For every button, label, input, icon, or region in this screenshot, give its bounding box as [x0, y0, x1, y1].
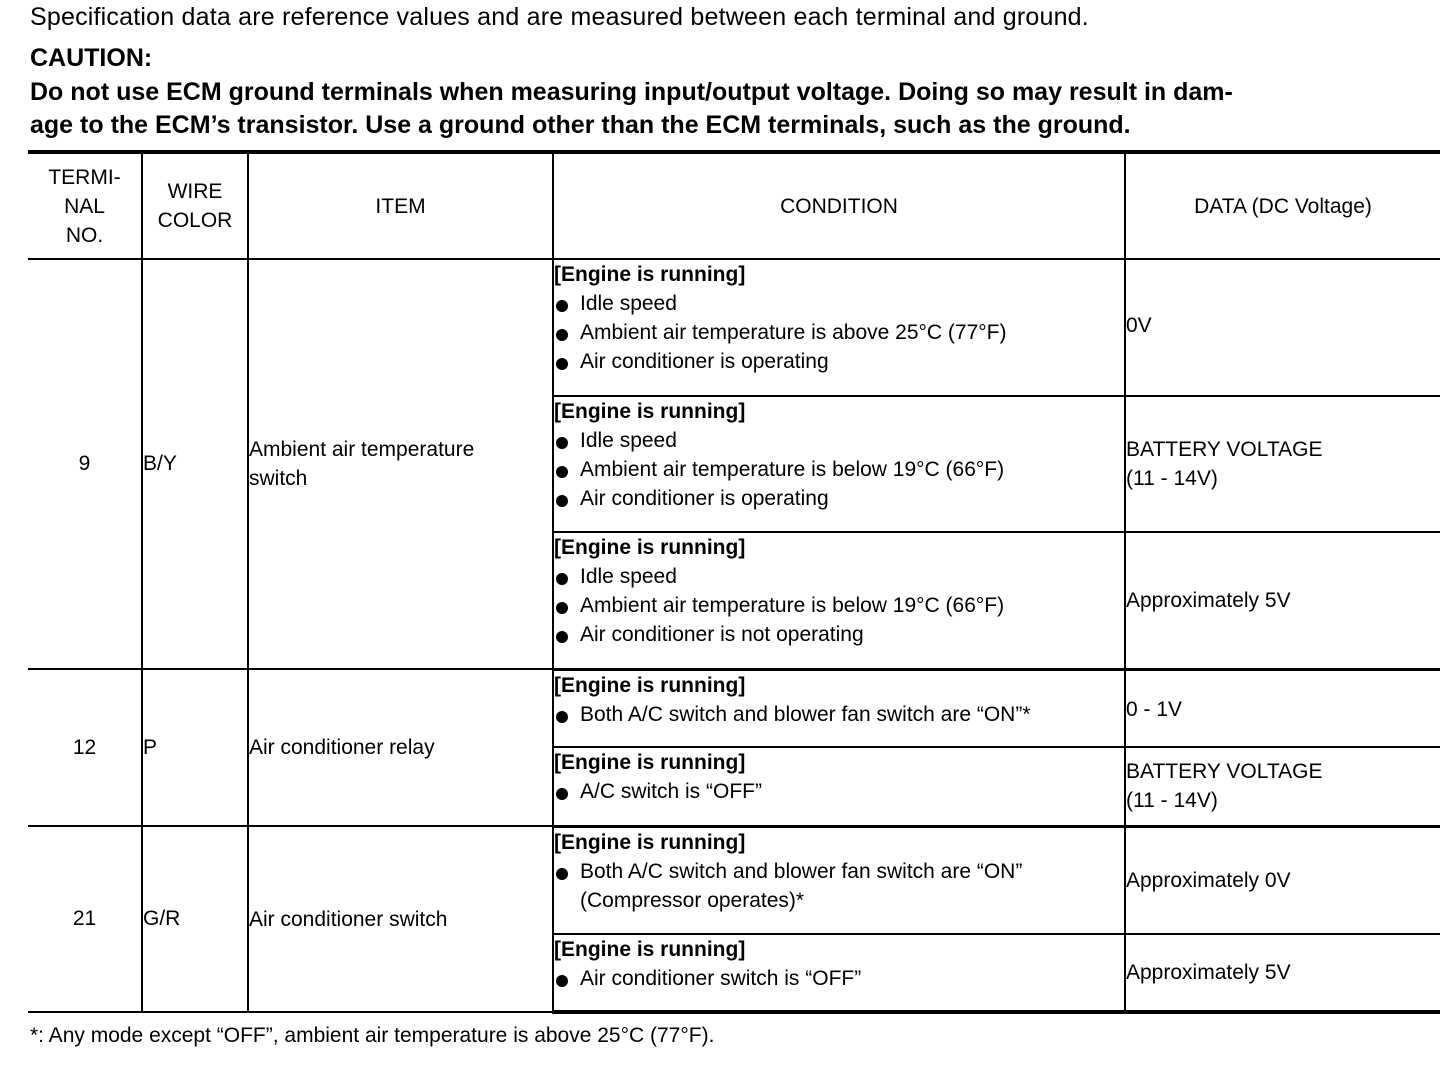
caution-title: CAUTION: [30, 44, 153, 72]
condition-bullets [554, 562, 1124, 649]
header-item: ITEM [248, 152, 553, 259]
data-value [1125, 747, 1440, 826]
condition-head: [Engine is running] [554, 673, 746, 697]
intro-text: Specification data are reference values and are measured between each terminal and ground. [30, 3, 1089, 31]
item-line: Air conditioner switch [249, 907, 448, 931]
header-terminal-line-3: NO. [65, 223, 104, 247]
header-wire-line-2: COLOR [157, 209, 233, 232]
condition-bullet: Air conditioner is operating [554, 484, 1124, 513]
condition-head: [Engine is running] [554, 751, 746, 774]
table-header-row [28, 152, 1440, 259]
data-value [1125, 532, 1440, 669]
condition-bullet: Idle speed [554, 289, 1124, 318]
header-data: DATA (DC Voltage) [1125, 152, 1440, 259]
header-terminal-line-2: NAL [64, 194, 105, 218]
data-line: Approximately 5V [1126, 961, 1291, 984]
caution-line-2: age to the ECM’s transistor. Use a ground other than the ECM terminals, such as the ground. [30, 111, 1131, 139]
condition-bullet: Air conditioner is operating [554, 347, 1124, 376]
table-row [28, 259, 1440, 396]
data-line: Approximately 0V [1126, 868, 1291, 892]
wire-color: P [142, 669, 248, 826]
condition-bullets [554, 700, 1124, 729]
item-line: switch [249, 467, 308, 490]
data-line: BATTERY VOLTAGE [1126, 438, 1323, 461]
data-line: 0 - 1V [1126, 697, 1183, 721]
terminal-number: 21 [28, 826, 142, 1012]
condition-bullets [554, 857, 1124, 915]
data-line: (11 - 14V) [1126, 467, 1218, 490]
data-value [1125, 826, 1440, 934]
item-name [248, 259, 553, 669]
condition-cell [553, 396, 1125, 532]
condition-bullet: Both A/C switch and blower fan switch are “ON”* [554, 700, 1124, 729]
condition-bullets [554, 289, 1124, 376]
data-line: 0V [1126, 314, 1152, 337]
condition-cell [553, 532, 1125, 669]
condition-bullet: Ambient air temperature is above 25°C (77°F) [554, 318, 1124, 347]
condition-bullet: Idle speed [554, 426, 1124, 455]
condition-bullet: A/C switch is “OFF” [554, 777, 1124, 806]
item-name [248, 669, 553, 826]
data-value [1125, 669, 1440, 747]
caution-text [30, 76, 1442, 142]
condition-bullet: Ambient air temperature is below 19°C (66°F) [554, 591, 1124, 620]
terminal-number: 12 [28, 669, 142, 826]
condition-cell [553, 934, 1125, 1012]
data-line: BATTERY VOLTAGE [1126, 760, 1323, 784]
condition-cell [553, 669, 1125, 747]
header-terminal-no [28, 152, 142, 259]
data-line: (11 - 14V) [1126, 789, 1218, 813]
caution-line-1: Do not use ECM ground terminals when measuring input/output voltage. Doing so may result in dam- [30, 78, 1233, 106]
condition-head: [Engine is running] [554, 536, 746, 559]
wire-color: B/Y [142, 259, 248, 669]
condition-bullets [554, 426, 1124, 513]
header-wire-line-1: WIRE [167, 180, 223, 203]
footnote: *: Any mode except “OFF”, ambient air temperature is above 25°C (77°F). [30, 1024, 715, 1047]
condition-bullet: Idle speed [554, 562, 1124, 591]
condition-head: [Engine is running] [554, 400, 746, 423]
header-terminal-line-1: TERMI- [48, 165, 121, 189]
item-line: Ambient air temperature [249, 438, 475, 461]
header-wire-color [142, 152, 248, 259]
data-value [1125, 396, 1440, 532]
table-row [28, 669, 1440, 747]
data-value [1125, 259, 1440, 396]
condition-cell [553, 747, 1125, 826]
wire-color: G/R [142, 826, 248, 1012]
condition-bullet: Both A/C switch and blower fan switch are “ON” (Compressor operates)* [554, 857, 1124, 915]
header-condition: CONDITION [553, 152, 1125, 259]
table-row [28, 826, 1440, 934]
condition-head: [Engine is running] [554, 938, 746, 961]
condition-bullets [554, 964, 1124, 993]
data-line: Approximately 5V [1126, 588, 1291, 612]
condition-bullet: Air conditioner switch is “OFF” [554, 964, 1124, 993]
condition-cell [553, 259, 1125, 396]
condition-head: [Engine is running] [554, 263, 746, 286]
condition-bullet: Air conditioner is not operating [554, 620, 1124, 649]
data-value [1125, 934, 1440, 1012]
condition-cell [553, 826, 1125, 934]
terminal-number: 9 [28, 259, 142, 669]
condition-head: [Engine is running] [554, 830, 746, 854]
condition-bullet: Ambient air temperature is below 19°C (66°F) [554, 455, 1124, 484]
item-line: Air conditioner relay [249, 736, 435, 759]
condition-bullets [554, 777, 1124, 806]
terminal-spec-table [28, 150, 1440, 1014]
item-name [248, 826, 553, 1012]
